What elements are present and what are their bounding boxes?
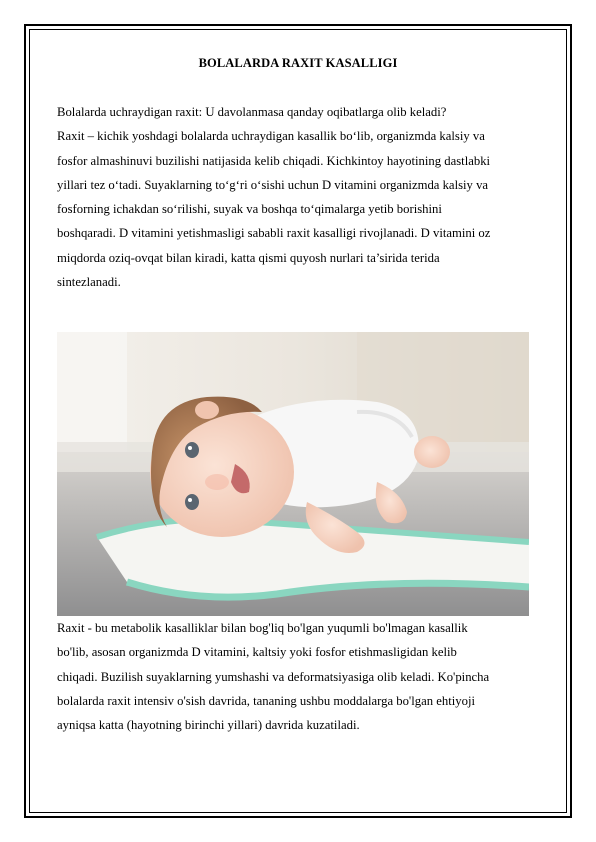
intro-line: Raxit – kichik yoshdagi bolalarda uchraydigan kasallik bo‘lib, organizmda kalsiy va [57, 129, 485, 144]
definition-line: bo'lib, asosan organizmda D vitamini, kaltsiy yoki fosfor etishmasligidan kelib [57, 645, 457, 660]
definition-line: ayniqsa katta (hayotning birinchi yillari) davrida kuzatiladi. [57, 718, 360, 733]
intro-line: sintezlanadi. [57, 275, 121, 290]
intro-line: miqdorda oziq-ovqat bilan kiradi, katta qismi quyosh nurlari ta’sirida terida [57, 250, 440, 265]
intro-line: fosforning ichakdan so‘rilishi, suyak va boshqa to‘qimalarga yetib borishini [57, 202, 442, 217]
intro-paragraph [57, 100, 541, 294]
intro-line: fosfor almashinuvi buzilishi natijasida kelib chiqadi. Kichkintoy hayotining dastlabki [57, 153, 491, 168]
intro-line: yillari tez o‘tadi. Suyaklarning to‘g‘ri o‘sishi uchun D vitamini organizmda kalsiy va [57, 177, 489, 192]
definition-line: bolalarda raxit intensiv o'sish davrida, tananing ushbu moddalarga bo'lgan ehtiyoji [57, 693, 475, 708]
definition-paragraph [57, 616, 541, 737]
intro-line: Bolalarda uchraydigan raxit: U davolanmasa qanday oqibatlarga olib keladi? [57, 105, 447, 119]
document-title: BOLALARDA RAXIT KASALLIGI [198, 56, 398, 70]
intro-line: boshqaradi. D vitamini yetishmasligi sababli raxit kasalligi rivojlanadi. D vitamini oz [57, 226, 491, 241]
definition-line: chiqadi. Buzilish suyaklarning yumshashi va deformatsiyasiga olib keladi. Ko'pincha [57, 669, 490, 684]
definition-line: Raxit - bu metabolik kasalliklar bilan bog'liq bo'lgan yuqumli bo'lmagan kasallik [57, 621, 468, 635]
baby-photo [57, 332, 529, 616]
